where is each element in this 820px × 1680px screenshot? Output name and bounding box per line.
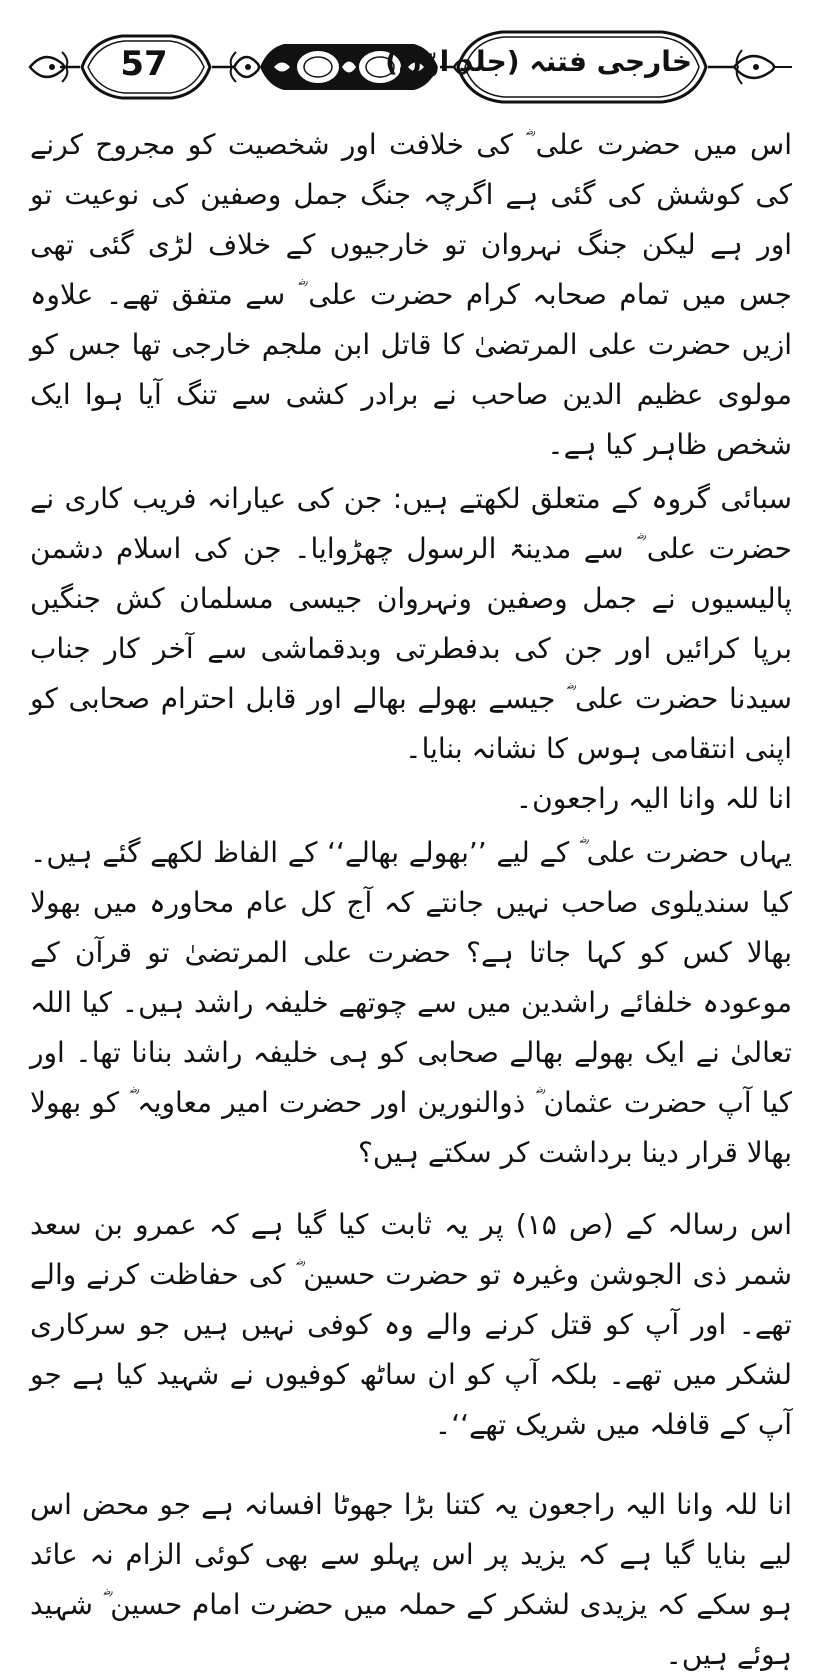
- fleur-mid-left-icon: [212, 52, 259, 82]
- paragraph-4: یہاں حضرت علی ؓ کے لیے ’’بھولے بھالے‘‘ کے الفاظ لکھے گئے ہیں۔ کیا سندیلوی صاحب نہیں جانتے کہ آج کل عام محاورہ میں بھولا بھالا کس کو کہا جاتا ہے؟ حضرت علی المرتضیٰ تو قرآن کے موعودہ خلفائے راشدین میں سے چوتھے خلیفہ راشد ہیں۔ کیا اللہ تعالیٰ نے ایک بھولے بھالے صحابی کو ہی خلیفہ راشد بنانا تھا۔ اور کیا آپ حضرت عثمان ؓ ذوالنورین اور حضرت امیر معاویہ ؓ کو بھولا بھالا قرار دینا برداشت کر سکتے ہیں؟: [30, 836, 792, 1169]
- paragraph-5: اس رسالہ کے (ص ۱۵) پر یہ ثابت کیا گیا ہے کہ عمرو بن سعد شمر ذی الجوشن وغیرہ تو حضرت حسین ؓ کی حفاظت کرنے والے تھے۔ اور آپ کو قتل کرنے والے وہ کوفی نہیں ہیں جو سرکاری لشکر میں تھے۔ بلکہ آپ کو ان ساٹھ کوفیوں نے شہید کیا ہے جو آپ کے قافلہ میں شریک تھے‘‘۔: [30, 1208, 792, 1441]
- fleur-right-icon: [708, 50, 792, 84]
- paragraph-2: سبائی گروہ کے متعلق لکھتے ہیں: جن کی عیارانہ فریب کاری نے حضرت علی ؓ سے مدینۃ الرسول چھڑوایا۔ جن کی اسلام دشمن پالیسیوں نے جمل وصفین ونہروان جیسی مسلمان کش جنگیں برپا کرائیں اور جن کی بدفطرتی وبدقماشی سے آخر کار جناب سیدنا حضرت علی ؓ جیسے بھولے بھالے اور قابل احترام صحابی کو اپنی انتقامی ہوس کا نشانہ بنایا۔: [30, 482, 792, 765]
- running-title: خارجی فتنہ (جلد اوّل): [385, 45, 692, 78]
- paragraph-1: اس میں حضرت علی ؓ کی خلافت اور شخصیت کو مجروح کرنے کی کوشش کی گئی ہے اگرچہ جنگ جمل وصفین کی نوعیت تو اور ہے لیکن جنگ نہروان تو خارجیوں کے خلاف لڑی گئی تھی جس میں تمام صحابہ کرام حضرت علی ؓ سے متفق تھے۔ علاوہ ازیں حضرت علی المرتضیٰ کا قاتل ابن ملجم خارجی تھا جس کو مولوی عظیم الدین صاحب نے برادر کشی سے تنگ آیا ہوا ایک شخص ظاہر کیا ہے۔: [30, 128, 793, 461]
- paragraph-6: انا للہ وانا الیہ راجعون یہ کتنا بڑا جھوٹا افسانہ ہے جو محض اس لیے بنایا گیا ہے کہ یزید پر اس پہلو سے بھی کوئی الزام نہ عائد ہو سکے کہ یزیدی لشکر کے حملہ میں حضرت امام حسین ؓ شہید ہوئے ہیں۔: [30, 1488, 792, 1671]
- page-number: 57: [120, 44, 168, 84]
- page-header: [22, 22, 798, 112]
- page-body: [30, 120, 793, 1671]
- paragraph-3: انا للہ وانا الیہ راجعون۔: [515, 782, 792, 815]
- fleur-left-icon: [30, 52, 80, 82]
